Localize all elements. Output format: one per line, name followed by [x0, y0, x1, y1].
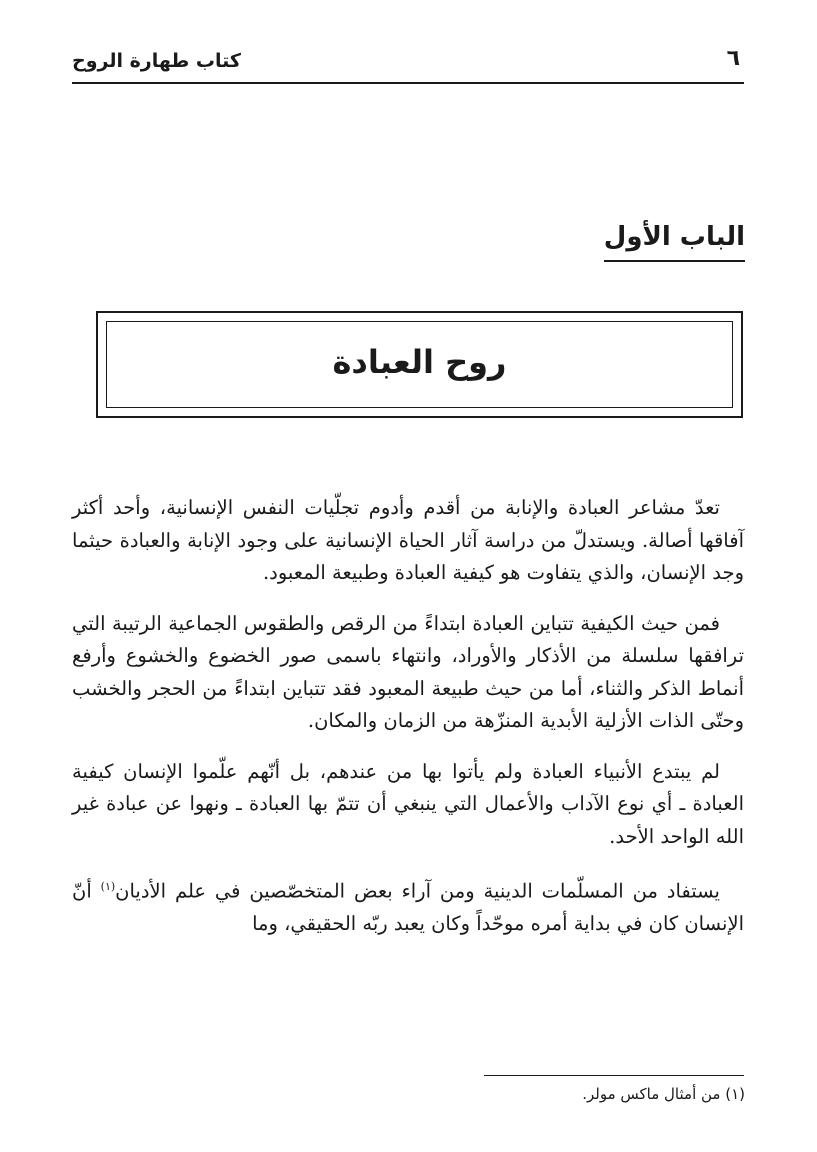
- body-text: [72, 492, 744, 959]
- paragraph-3: لم يبتدع الأنبياء العبادة ولم يأتوا بها من عندهم، بل أنّهم علّموا الإنسان كيفية العبادة ـ أي نوع الآداب والأعمال التي ينبغي أن تتمّ بها العبادة ـ ونهوا عن عبادة غير الله الواحد الأحد.: [72, 759, 744, 848]
- chapter-heading: الباب الأول: [604, 222, 745, 262]
- running-title: كتاب طهارة الروح: [72, 50, 241, 72]
- chapter-title: روح العبادة: [332, 343, 507, 381]
- paragraph-1: تعدّ مشاعر العبادة والإنابة من أقدم وأدوم تجلّيات النفس الإنسانية، وأحد أكثر آفاقها أصالة. ويستدلّ من دراسة آثار الحياة الإنسانية على وجود الإنابة والعبادة حيثما وجد الإنسان، والذي يتفاوت هو كيفية العبادة وطبيعة المعبود.: [72, 496, 744, 584]
- page-number: ٦: [726, 46, 740, 71]
- paragraph-4-text-a: يستفاد من المسلّمات الدينية ومن آراء بعض المتخصّصين في علم الأديان: [115, 879, 720, 903]
- chapter-title-frame: [96, 311, 743, 418]
- paragraph-2: فمن حيث الكيفية تتباين العبادة ابتداءً من الرقص والطقوس الجماعية الرتيبة التي ترافقها سلسلة من الأذكار والأوراد، وانتهاء باسمى صور الخضوع والخشوع وأرفع أنماط الذكر والثناء، أما من حيث طبيعة المعبود فقد تتباين ابتداءً من الحجر والخشب وحتّى الذات الأزلية الأبدية المنزّهة من الزمان والمكان.: [72, 611, 744, 732]
- paragraph-4: [72, 871, 744, 941]
- running-header: [72, 44, 744, 84]
- footnote-separator: [484, 1075, 744, 1076]
- paragraph-4-text-b: أنّ الإنسان كان في بداية أمره موحّداً وكان يعبد ربّه الحقيقي، وما: [72, 879, 744, 935]
- footnote: (١) من أمثال ماكس مولر.: [582, 1085, 745, 1103]
- footnote-marker[interactable]: (١): [100, 880, 116, 893]
